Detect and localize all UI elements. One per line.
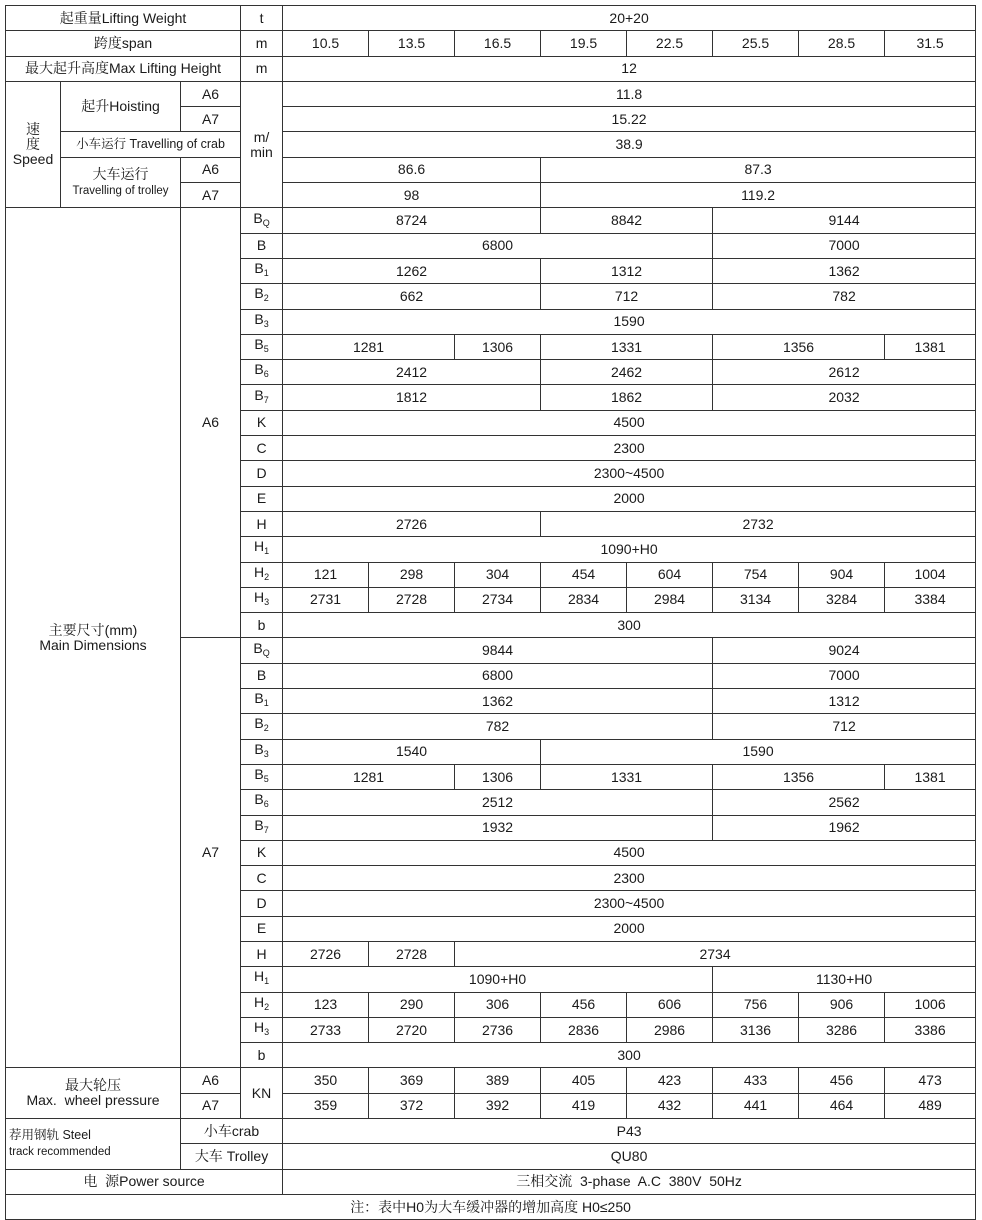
main-dimensions-en: Main Dimensions xyxy=(39,636,147,653)
value-cell: 2726 xyxy=(283,511,541,536)
value-cell: 456 xyxy=(541,992,627,1017)
trolley-travel-label xyxy=(61,157,181,208)
symbol: $B_1$ xyxy=(254,260,269,279)
track-trolley-value: QU80 xyxy=(283,1144,976,1169)
a7-class-label: A7 xyxy=(181,638,241,1068)
value-cell: 1090+H0 xyxy=(283,967,713,992)
value-cell: 2728 xyxy=(369,941,455,966)
value-cell: 464 xyxy=(799,1093,885,1118)
row-hoisting-a6 xyxy=(6,81,976,106)
symbol: $B_7$ xyxy=(254,386,269,405)
value-cell: 3384 xyxy=(885,587,976,612)
span-unit: m xyxy=(241,31,283,56)
value-cell: 1312 xyxy=(541,258,713,283)
span-value: 31.5 xyxy=(885,31,976,56)
value-cell: 1362 xyxy=(713,258,976,283)
value-cell: 1281 xyxy=(283,334,455,359)
value-cell: 2300 xyxy=(283,866,976,891)
footnote: 注：表中H0为大车缓冲器的增加高度 H0≤250 xyxy=(6,1194,976,1219)
value-cell: 123 xyxy=(283,992,369,1017)
sym-cell xyxy=(241,967,283,992)
value-cell: 6800 xyxy=(283,233,713,258)
value-cell: 2726 xyxy=(283,941,369,966)
row-lifting-weight xyxy=(6,6,976,31)
value-cell: 350 xyxy=(283,1068,369,1093)
sym-cell xyxy=(241,840,283,865)
value-cell: 754 xyxy=(713,562,799,587)
value-cell: 2562 xyxy=(713,790,976,815)
value-cell: 392 xyxy=(455,1093,541,1118)
a6-class-label: A6 xyxy=(181,208,241,638)
span-value: 10.5 xyxy=(283,31,369,56)
value-cell: 2000 xyxy=(283,916,976,941)
value-cell: 433 xyxy=(713,1068,799,1093)
value-cell: 712 xyxy=(541,284,713,309)
speed-unit xyxy=(241,81,283,207)
symbol: $B_Q$ xyxy=(253,209,270,228)
symbol: $B_1$ xyxy=(254,690,269,709)
value-cell: 606 xyxy=(627,992,713,1017)
symbol: $B_3$ xyxy=(254,740,269,759)
sym-cell xyxy=(241,258,283,283)
main-dimensions-cn: 主要尺寸(mm) xyxy=(48,621,138,638)
symbol: $B_2$ xyxy=(254,715,269,734)
value-cell: 372 xyxy=(369,1093,455,1118)
value-cell: 1932 xyxy=(283,815,713,840)
row-crab-travel xyxy=(6,132,976,157)
sym-cell xyxy=(241,486,283,511)
value-cell: 2984 xyxy=(627,587,713,612)
value-cell: 9024 xyxy=(713,638,976,663)
row-note xyxy=(6,1194,976,1219)
wheel-a7-class: A7 xyxy=(181,1093,241,1118)
sym-cell xyxy=(241,992,283,1017)
span-value: 13.5 xyxy=(369,31,455,56)
value-cell: 782 xyxy=(283,714,713,739)
span-value: 16.5 xyxy=(455,31,541,56)
value-cell: 1381 xyxy=(885,764,976,789)
value-cell: 1281 xyxy=(283,764,455,789)
value-cell: 298 xyxy=(369,562,455,587)
speed-unit-1: m/ xyxy=(253,128,270,145)
symbol: $H_3$ xyxy=(253,1019,270,1038)
value-cell: 756 xyxy=(713,992,799,1017)
symbol: $B_7$ xyxy=(254,816,269,835)
symbol: $H_1$ xyxy=(253,968,270,987)
sym-cell xyxy=(241,461,283,486)
sym-cell xyxy=(241,689,283,714)
wheel-pressure-cn: 最大轮压 xyxy=(65,1077,121,1094)
sym-cell xyxy=(241,916,283,941)
lifting-weight-value: 20+20 xyxy=(283,6,976,31)
sym-cell xyxy=(241,891,283,916)
symbol: C xyxy=(256,439,267,456)
track-label-1: 荐用钢轨 Steel xyxy=(9,1128,91,1143)
symbol: $B_2$ xyxy=(254,285,269,304)
value-cell: 1331 xyxy=(541,764,713,789)
symbol: $B_6$ xyxy=(254,791,269,810)
value-cell: 3134 xyxy=(713,587,799,612)
sym-cell xyxy=(241,739,283,764)
value-cell: 2728 xyxy=(369,587,455,612)
value-cell: 2512 xyxy=(283,790,713,815)
crab-travel-label: 小车运行 Travelling of crab xyxy=(61,132,241,157)
symbol: K xyxy=(256,414,267,431)
symbol: C xyxy=(256,869,267,886)
value-cell: 454 xyxy=(541,562,627,587)
hoisting-a6-class: A6 xyxy=(181,81,241,106)
value-cell: 9844 xyxy=(283,638,713,663)
spec-table xyxy=(5,5,976,1220)
value-cell: 8842 xyxy=(541,208,713,233)
symbol: H xyxy=(256,515,267,532)
trolley-a6-value-2: 87.3 xyxy=(541,157,976,182)
symbol: $B_5$ xyxy=(254,336,269,354)
sym-cell xyxy=(241,410,283,435)
value-cell: 2734 xyxy=(455,941,976,966)
value-cell: 1262 xyxy=(283,258,541,283)
value-cell: 441 xyxy=(713,1093,799,1118)
symbol: B xyxy=(256,667,267,684)
value-cell: 405 xyxy=(541,1068,627,1093)
value-cell: 3386 xyxy=(885,1017,976,1042)
span-value: 19.5 xyxy=(541,31,627,56)
crab-travel-value: 38.9 xyxy=(283,132,976,157)
value-cell: 7000 xyxy=(713,233,976,258)
sym-cell xyxy=(241,638,283,663)
value-cell: 712 xyxy=(713,714,976,739)
value-cell: 2836 xyxy=(541,1017,627,1042)
track-crab-value: P43 xyxy=(283,1119,976,1144)
value-cell: 1590 xyxy=(541,739,976,764)
speed-en: Speed xyxy=(12,151,54,168)
sym-cell xyxy=(241,714,283,739)
speed-cn-2: 度 xyxy=(26,136,40,153)
sym-cell xyxy=(241,309,283,334)
value-cell: 1812 xyxy=(283,385,541,410)
value-cell: 1381 xyxy=(885,334,976,359)
hoisting-a7-class: A7 xyxy=(181,107,241,132)
value-cell: 300 xyxy=(283,1043,976,1068)
sym-cell xyxy=(241,562,283,587)
span-label: 跨度span xyxy=(6,31,241,56)
sym-cell xyxy=(241,1043,283,1068)
value-cell: 2736 xyxy=(455,1017,541,1042)
row-a6-bq xyxy=(6,208,976,233)
track-label-2: track recommended xyxy=(9,1146,111,1159)
sym-cell xyxy=(241,334,283,359)
sym-cell xyxy=(241,1017,283,1042)
value-cell: 1862 xyxy=(541,385,713,410)
sym-cell xyxy=(241,663,283,688)
value-cell: 2733 xyxy=(283,1017,369,1042)
max-height-unit: m xyxy=(241,56,283,81)
value-cell: 306 xyxy=(455,992,541,1017)
symbol: $B_Q$ xyxy=(253,639,270,658)
wheel-a6-class: A6 xyxy=(181,1068,241,1093)
wheel-pressure-label xyxy=(6,1068,181,1119)
value-cell: 2732 xyxy=(541,511,976,536)
symbol: b xyxy=(257,1046,266,1063)
value-cell: 456 xyxy=(799,1068,885,1093)
wheel-pressure-unit: KN xyxy=(241,1068,283,1119)
power-label: 电 源Power source xyxy=(6,1169,283,1194)
hoisting-a6-value: 11.8 xyxy=(283,81,976,106)
trolley-travel-cn: 大车运行 xyxy=(92,165,149,182)
symbol: D xyxy=(256,895,267,912)
value-cell: 1312 xyxy=(713,689,976,714)
value-cell: 2300~4500 xyxy=(283,891,976,916)
value-cell: 3284 xyxy=(799,587,885,612)
row-track-crab xyxy=(6,1119,976,1144)
symbol: B xyxy=(256,237,267,254)
speed-group-label xyxy=(6,81,61,207)
trolley-a7-value-2: 119.2 xyxy=(541,183,976,208)
sym-cell xyxy=(241,208,283,233)
symbol: $H_2$ xyxy=(253,563,270,582)
value-cell: 662 xyxy=(283,284,541,309)
value-cell: 2731 xyxy=(283,587,369,612)
value-cell: 4500 xyxy=(283,840,976,865)
sym-cell xyxy=(241,360,283,385)
symbol: H xyxy=(256,945,267,962)
symbol: E xyxy=(256,490,267,507)
value-cell: 3286 xyxy=(799,1017,885,1042)
value-cell: 121 xyxy=(283,562,369,587)
value-cell: 1130+H0 xyxy=(713,967,976,992)
value-cell: 2612 xyxy=(713,360,976,385)
value-cell: 290 xyxy=(369,992,455,1017)
value-cell: 369 xyxy=(369,1068,455,1093)
value-cell: 1590 xyxy=(283,309,976,334)
row-span xyxy=(6,31,976,56)
value-cell: 8724 xyxy=(283,208,541,233)
speed-cn-1: 速 xyxy=(26,121,40,138)
sym-cell xyxy=(241,613,283,638)
sym-cell xyxy=(241,764,283,789)
value-cell: 604 xyxy=(627,562,713,587)
value-cell: 389 xyxy=(455,1068,541,1093)
value-cell: 1356 xyxy=(713,764,885,789)
value-cell: 906 xyxy=(799,992,885,1017)
value-cell: 1306 xyxy=(455,334,541,359)
value-cell: 432 xyxy=(627,1093,713,1118)
speed-unit-2: min xyxy=(250,143,273,160)
value-cell: 2834 xyxy=(541,587,627,612)
value-cell: 304 xyxy=(455,562,541,587)
trolley-a7-value-1: 98 xyxy=(283,183,541,208)
symbol: $B_3$ xyxy=(254,310,269,329)
value-cell: 6800 xyxy=(283,663,713,688)
symbol: D xyxy=(256,464,267,481)
track-trolley-label: 大车 Trolley xyxy=(181,1144,283,1169)
value-cell: 2000 xyxy=(283,486,976,511)
value-cell: 7000 xyxy=(713,663,976,688)
symbol: $B_5$ xyxy=(254,766,269,785)
main-dimensions-label xyxy=(6,208,181,1068)
value-cell: 2462 xyxy=(541,360,713,385)
sym-cell xyxy=(241,537,283,562)
wheel-pressure-en: Max. wheel pressure xyxy=(26,1092,160,1109)
sym-cell xyxy=(241,436,283,461)
value-cell: 782 xyxy=(713,284,976,309)
value-cell: 2734 xyxy=(455,587,541,612)
row-trolley-a6 xyxy=(6,157,976,182)
sym-cell xyxy=(241,790,283,815)
value-cell: 2986 xyxy=(627,1017,713,1042)
value-cell: 2300 xyxy=(283,436,976,461)
value-cell: 3136 xyxy=(713,1017,799,1042)
value-cell: 9144 xyxy=(713,208,976,233)
lifting-weight-label: 起重量Lifting Weight xyxy=(6,6,241,31)
value-cell: 1331 xyxy=(541,334,713,359)
value-cell: 1362 xyxy=(283,689,713,714)
value-cell: 2032 xyxy=(713,385,976,410)
value-cell: 1090+H0 xyxy=(283,537,976,562)
sym-cell xyxy=(241,233,283,258)
value-cell: 1006 xyxy=(885,992,976,1017)
sym-cell xyxy=(241,866,283,891)
sym-cell xyxy=(241,511,283,536)
value-cell: 1356 xyxy=(713,334,885,359)
symbol: $H_2$ xyxy=(253,993,270,1012)
row-wheel-a6 xyxy=(6,1068,976,1093)
value-cell: 423 xyxy=(627,1068,713,1093)
sym-cell xyxy=(241,587,283,612)
sym-cell xyxy=(241,815,283,840)
trolley-a7-class: A7 xyxy=(181,183,241,208)
value-cell: 4500 xyxy=(283,410,976,435)
value-cell: 1540 xyxy=(283,739,541,764)
value-cell: 2412 xyxy=(283,360,541,385)
trolley-travel-en: Travelling of trolley xyxy=(72,184,169,197)
value-cell: 904 xyxy=(799,562,885,587)
value-cell: 489 xyxy=(885,1093,976,1118)
hoisting-label: 起升Hoisting xyxy=(61,81,181,132)
track-crab-label: 小车crab xyxy=(181,1119,283,1144)
value-cell: 2720 xyxy=(369,1017,455,1042)
lifting-weight-unit: t xyxy=(241,6,283,31)
symbol: $B_6$ xyxy=(254,361,269,380)
trolley-a6-class: A6 xyxy=(181,157,241,182)
value-cell: 1306 xyxy=(455,764,541,789)
trolley-a6-value-1: 86.6 xyxy=(283,157,541,182)
value-cell: 419 xyxy=(541,1093,627,1118)
power-value: 三相交流 3-phase A.C 380V 50Hz xyxy=(283,1169,976,1194)
row-power xyxy=(6,1169,976,1194)
symbol: $H_1$ xyxy=(253,538,270,557)
value-cell: 359 xyxy=(283,1093,369,1118)
symbol: b xyxy=(257,616,266,633)
value-cell: 300 xyxy=(283,613,976,638)
max-height-label: 最大起升高度Max Lifting Height xyxy=(6,56,241,81)
span-value: 28.5 xyxy=(799,31,885,56)
symbol: $H_3$ xyxy=(253,588,270,607)
value-cell: 1004 xyxy=(885,562,976,587)
value-cell: 473 xyxy=(885,1068,976,1093)
track-label xyxy=(6,1119,181,1170)
symbol: E xyxy=(256,920,267,937)
span-value: 22.5 xyxy=(627,31,713,56)
max-height-value: 12 xyxy=(283,56,976,81)
span-value: 25.5 xyxy=(713,31,799,56)
symbol: K xyxy=(256,844,267,861)
sym-cell xyxy=(241,385,283,410)
sym-cell xyxy=(241,941,283,966)
hoisting-a7-value: 15.22 xyxy=(283,107,976,132)
value-cell: 2300~4500 xyxy=(283,461,976,486)
sym-cell xyxy=(241,284,283,309)
row-max-height xyxy=(6,56,976,81)
value-cell: 1962 xyxy=(713,815,976,840)
